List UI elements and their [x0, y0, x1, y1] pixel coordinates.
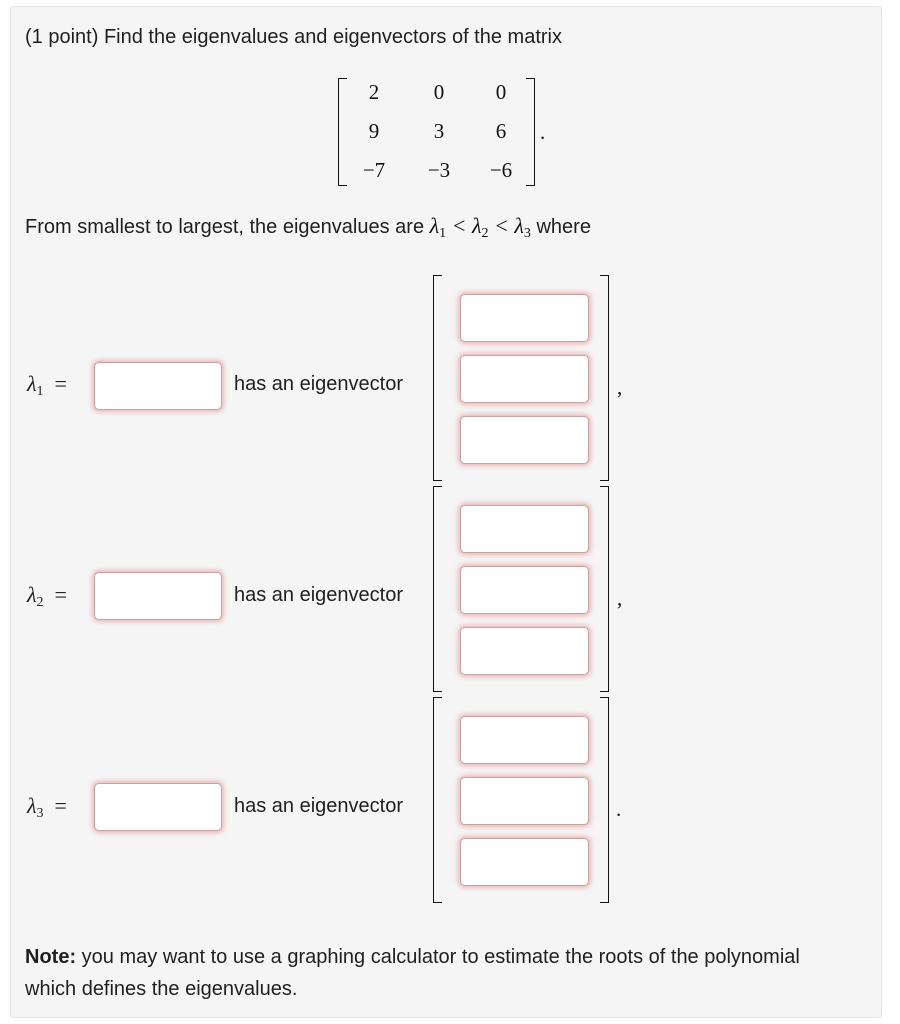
- ordering-prefix: From smallest to largest, the eigenvalues are: [25, 216, 425, 238]
- note-label: Note:: [25, 946, 77, 968]
- note-text: you may want to use a graphing calculator to estimate the roots of the polynomial which defines the eigenvalues.: [25, 946, 800, 1000]
- ordering-suffix: where: [536, 216, 591, 238]
- points-label: (1 point): [25, 26, 99, 48]
- eigenvector-label-3: has an eigenvector: [234, 795, 404, 817]
- matrix-cell: 2: [368, 80, 380, 104]
- vector-3-right-bracket: [600, 697, 609, 903]
- lambda-1-input[interactable]: [94, 362, 222, 410]
- note: [25, 941, 845, 1005]
- ordering-sentence: [25, 213, 591, 242]
- eigenvector-3-component-2-input[interactable]: [460, 777, 589, 825]
- matrix-cell: 0: [495, 80, 507, 104]
- eigenvector-3-component-1-input[interactable]: [460, 716, 589, 764]
- vector-1-comma: ,: [617, 375, 623, 399]
- lambda-2-label: $\lambda_2$ =: [27, 582, 67, 610]
- eigenvector-3-component-3-input[interactable]: [460, 838, 589, 886]
- matrix: [338, 78, 538, 186]
- matrix-left-bracket: [338, 78, 347, 186]
- eigenvector-2-component-3-input[interactable]: [460, 627, 589, 675]
- matrix-cell: 6: [495, 119, 507, 143]
- matrix-period: .: [540, 120, 546, 144]
- eigenvector-label-1: has an eigenvector: [234, 373, 404, 395]
- vector-2-right-bracket: [600, 486, 609, 692]
- lambda-1-label: $\lambda_1$ =: [27, 371, 67, 399]
- eigenvector-2-component-2-input[interactable]: [460, 566, 589, 614]
- vector-2-left-bracket: [433, 486, 442, 692]
- eigenvector-1-component-2-input[interactable]: [460, 355, 589, 403]
- matrix-cell: −7: [362, 158, 386, 182]
- matrix-cell: 3: [433, 119, 445, 143]
- matrix-cell: −6: [489, 158, 513, 182]
- vector-1-left-bracket: [433, 275, 442, 481]
- lambda-3-input[interactable]: [94, 783, 222, 831]
- eigenvector-2-component-1-input[interactable]: [460, 505, 589, 553]
- eigenvector-1-component-3-input[interactable]: [460, 416, 589, 464]
- ordering-expression: $\lambda_1 < \lambda_2 < \lambda_3$: [429, 213, 531, 241]
- vector-1-right-bracket: [600, 275, 609, 481]
- statement-text: Find the eigenvalues and eigenvectors of the matrix: [103, 26, 562, 48]
- eigenvector-1-component-1-input[interactable]: [460, 294, 589, 342]
- vector-2-comma: ,: [617, 586, 623, 610]
- matrix-cell: 0: [433, 80, 445, 104]
- matrix-right-bracket: [526, 78, 535, 186]
- eigenvector-label-2: has an eigenvector: [234, 584, 404, 606]
- matrix-cell: −3: [427, 158, 451, 182]
- vector-3-left-bracket: [433, 697, 442, 903]
- lambda-2-input[interactable]: [94, 572, 222, 620]
- matrix-cell: 9: [368, 119, 380, 143]
- vector-3-period: .: [616, 797, 622, 821]
- problem-statement: [25, 26, 562, 49]
- lambda-3-label: $\lambda_3$ =: [27, 793, 67, 821]
